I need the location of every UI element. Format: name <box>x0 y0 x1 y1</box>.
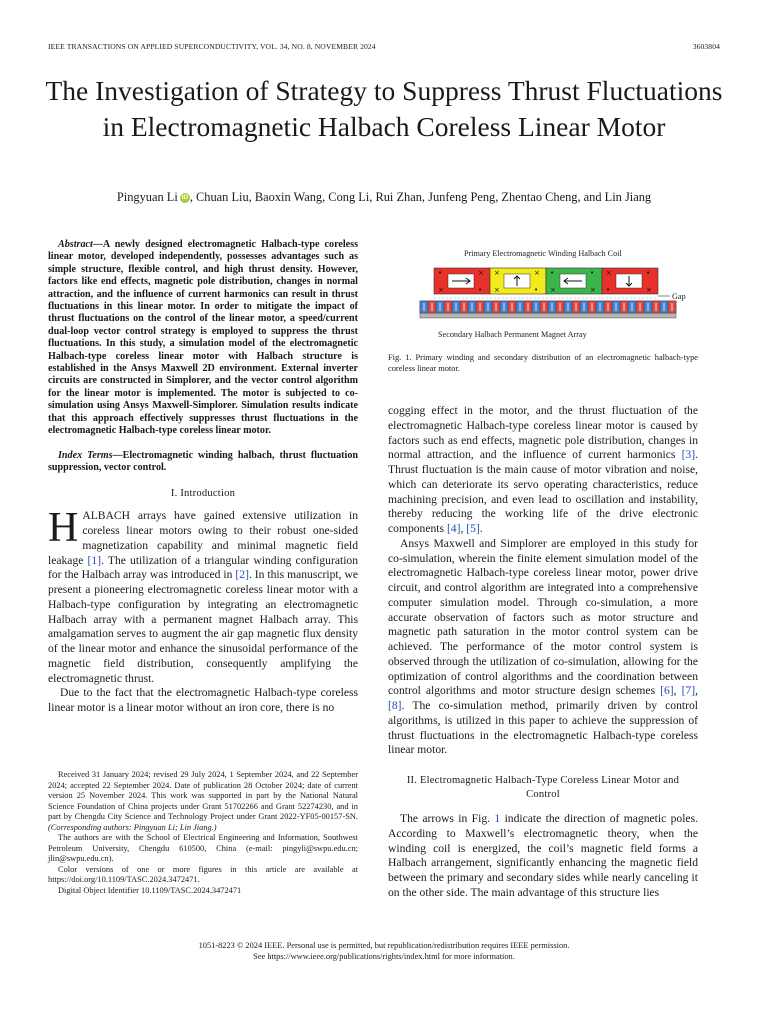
running-header-journal: IEEE TRANSACTIONS ON APPLIED SUPERCONDUCTIVITY, VOL. 34, NO. 8, NOVEMBER 2024 <box>48 42 376 51</box>
running-header-page-number: 3603804 <box>692 42 720 51</box>
paper-title: The Investigation of Strategy to Suppress Thrust Fluctuations in Electromagnetic Halbach Coreless Linear Motor <box>45 75 723 142</box>
footnote-affiliation: The authors are with the School of Electrical Engineering and Information, Southwest Petroleum University, Chengdu 610500, China (e-mail: pingyli@swpu.edu.cn; jlin@swpu.edu.cn). <box>48 833 358 863</box>
svg-text:×: × <box>646 286 652 294</box>
author-list <box>40 190 728 205</box>
index-terms-text: —Electromagnetic winding halbach, thrust fluctuation suppression, vector control. <box>48 449 358 473</box>
citation-link-5[interactable]: [5] <box>466 522 480 536</box>
right-p3-text-b: indicate the direction of magnetic poles. According to Maxwell’s electromagnetic theory, when the winding coil is energized, the coil’s magnetic field forms a Halbach arrangement, significantly enhancing the magnetic field between the primary and secondary sides while nearly canceling it on the other side. The main advantage of this structure lies <box>388 812 698 899</box>
author-first: Pingyuan Li <box>116 190 178 204</box>
svg-text:•: • <box>646 269 651 277</box>
right-p2-text-b: . The co-simulation method, primarily driven by control algorithms, is utilized in this paper to achieve the suppression of thrust fluctuations in the electromagnetic Halbach-type coreless linear motor. <box>388 699 698 757</box>
footnote-doi: Digital Object Identifier 10.1109/TASC.2024.3472471 <box>58 885 242 895</box>
intro-text-a: ALBACH arrays have gained extensive utilization in coreless linear motors owing to their robust one-sided magnetization capability and minimal magnetic field leakage <box>48 509 358 567</box>
svg-text:•: • <box>590 269 595 277</box>
figure-label-secondary: Secondary Halbach Permanent Magnet Array <box>438 330 587 339</box>
copyright-line-1: 1051-8223 © 2024 IEEE. Personal use is permitted, but republication/redistribution requires IEEE permission. <box>198 941 570 950</box>
citation-link-6[interactable]: [6] <box>660 684 674 698</box>
citation-link-1[interactable]: [1] <box>87 553 102 567</box>
svg-text:×: × <box>534 269 540 277</box>
svg-text:×: × <box>550 286 556 294</box>
citation-link-8[interactable]: [8] <box>388 699 402 713</box>
first-page-footnote <box>48 770 358 896</box>
figure-label-primary: Primary Electromagnetic Winding Halbach Coil <box>464 249 622 258</box>
citation-link-7[interactable]: [7] <box>681 684 696 698</box>
right-paragraph-1 <box>388 404 698 537</box>
svg-text:•: • <box>438 269 443 277</box>
intro-text-b: . The utilization of a triangular winding configuration for the Halbach array was introduced in <box>48 553 359 582</box>
right-p1-text-c: . <box>479 522 483 536</box>
index-terms <box>48 450 358 475</box>
footnote-color-versions: Color versions of one or more figures in this article are available at https://doi.org/10.1109/TASC.2024.3472471. <box>48 864 358 884</box>
svg-text:•: • <box>606 286 611 294</box>
svg-text:×: × <box>606 269 612 277</box>
figure-1 <box>388 241 698 343</box>
right-paragraph-3 <box>388 812 698 901</box>
right-column <box>388 241 698 901</box>
right-paragraph-2 <box>388 537 698 758</box>
copyright-line-2: See https://www.ieee.org/publications/rights/index.html for more information. <box>253 952 515 961</box>
figure-label-gap: Gap <box>672 292 686 301</box>
svg-text:×: × <box>478 269 484 277</box>
secondary-magnet-array <box>420 301 676 318</box>
copyright-notice <box>40 940 728 962</box>
citation-link-3[interactable]: [3] <box>681 448 696 462</box>
figure-1-diagram <box>388 241 698 343</box>
abstract-text: —A newly designed electromagnetic Halbach-type coreless linear motor, developed independently, possesses advantages such as simple structure, flexible control, and high thrust density. However, factors like end effects, magnetic pole distribution, changes in normal attraction, and the influence of current harmonics can result in thrust fluctuations in this linear motor. In order to mitigate the impact of thrust fluctuations on the control of the linear motor, a speed/current dual-loop vector control strategy is employed to suppress the thrust fluctuations. In this study, a simulation model of the electromagnetic Halbach-type coreless linear motor with Halbach structure is established in the Ansys Maxwell 2D environment. External inverter circuits are constructed in Simplorer, and the vector control algorithm for the linear motor is implemented. The motor is subjected to co-simulation using Ansys Maxwell-Simplorer. Simulation results indicate that this approach effectively suppresses thrust fluctuations in the electromagnetic Halbach-type coreless linear motor. <box>48 239 358 437</box>
section-heading-motor-and-control: II. Electromagnetic Halbach-Type Coreless Linear Motor and Control <box>406 775 680 801</box>
citation-separator: , <box>673 684 682 698</box>
svg-text:•: • <box>478 286 483 294</box>
right-p2-text-a: Ansys Maxwell and Simplorer are employed in this study for co-simulation, wherein the finite element simulation model of the electromagnetic Halbach-type coreless linear motor, power drive circuit, and control algorithm are integrated into a comprehensive computer simulation model. Through co-simulation, a more accurate observation of factors such as motor structure and magnetic path saturation in the motor control system can be achieved. The performance of the motor control system is observed through the utilization of co-simulation, allowing for the optimization of control algorithms and the coordination between control algorithms and motor structure design schemes <box>388 536 698 698</box>
footnote-received <box>48 770 358 833</box>
intro-paragraph-1 <box>48 505 359 686</box>
citation-separator: , <box>460 522 467 536</box>
citation-link-4[interactable]: [4] <box>446 522 461 536</box>
index-terms-lead: Index Terms <box>58 449 113 461</box>
svg-text:•: • <box>550 269 555 277</box>
right-p3-text-a: The arrows in Fig. <box>400 812 495 826</box>
left-column <box>48 239 358 716</box>
drop-cap: H <box>48 505 79 552</box>
intro-paragraph-2: Due to the fact that the electromagnetic Halbach-type coreless linear motor is a linear motor without an iron core, there is no <box>48 686 358 715</box>
primary-winding-coils <box>434 268 658 294</box>
section-heading-introduction: I. Introduction <box>170 488 236 500</box>
abstract <box>48 239 358 438</box>
abstract-lead: Abstract <box>58 239 93 250</box>
citation-separator: , <box>695 684 698 698</box>
svg-text:•: • <box>534 286 539 294</box>
orcid-icon[interactable]: iD <box>181 194 189 201</box>
svg-text:×: × <box>494 269 500 277</box>
footnote-received-text: Received 31 January 2024; revised 29 July 2024, 1 September 2024, and 22 September 2024; accepted 22 September 2024. Date of publication 28 October 2024; date of current version 25 November 2024. This work was supported in part by the National Natural Science Foundation of China projects under Grant 51702266 and Grant 52274230, and in part by Chengdu City Science and Technology Project under Grant 2022-YF05-00157-SN. <box>48 770 358 821</box>
author-rest: , Chuan Liu, Baoxin Wang, Cong Li, Rui Zhan, Junfeng Peng, Zhentao Cheng, and Lin Jiang <box>189 190 652 204</box>
svg-text:×: × <box>438 286 444 294</box>
intro-text-c: . In this manuscript, we present a pioneering electromagnetic coreless linear motor with a Halbach-type configuration by integrating an electromagnetic Halbach array with a permanent magnet Halbach array. This amalgamation serves to augment the air gap magnetic flux density of the linear motor and enhance the sinusoidal performance of the magnetic field distribution, consequently amplifying the electromagnetic thrust. <box>48 568 358 685</box>
figure-reference-link[interactable]: 1 <box>494 812 501 826</box>
footnote-corresponding: (Corresponding authors: Pingyuan Li; Lin Jiang.) <box>48 822 217 832</box>
right-p1-text-a: cogging effect in the motor, and the thrust fluctuation of the electromagnetic Halbach-type coreless linear motor is caused by factors such as end effects, magnetic pole distribution, changes in normal attraction, and the influence of current harmonics <box>388 404 698 462</box>
right-p1-text-b: . Thrust fluctuation is the main cause of motor vibration and noise, which can deteriorate its servo operating characteristics, reduce machining precision, and even lead to oscillation and instability, thereby reducing the working life of the drive electronic components <box>388 448 698 536</box>
svg-text:×: × <box>590 286 596 294</box>
citation-link-2[interactable]: [2] <box>235 568 249 582</box>
svg-text:×: × <box>494 286 500 294</box>
figure-1-caption: Fig. 1. Primary winding and secondary distribution of an electromagnetic halbach-type coreless linear motor. <box>388 353 698 373</box>
